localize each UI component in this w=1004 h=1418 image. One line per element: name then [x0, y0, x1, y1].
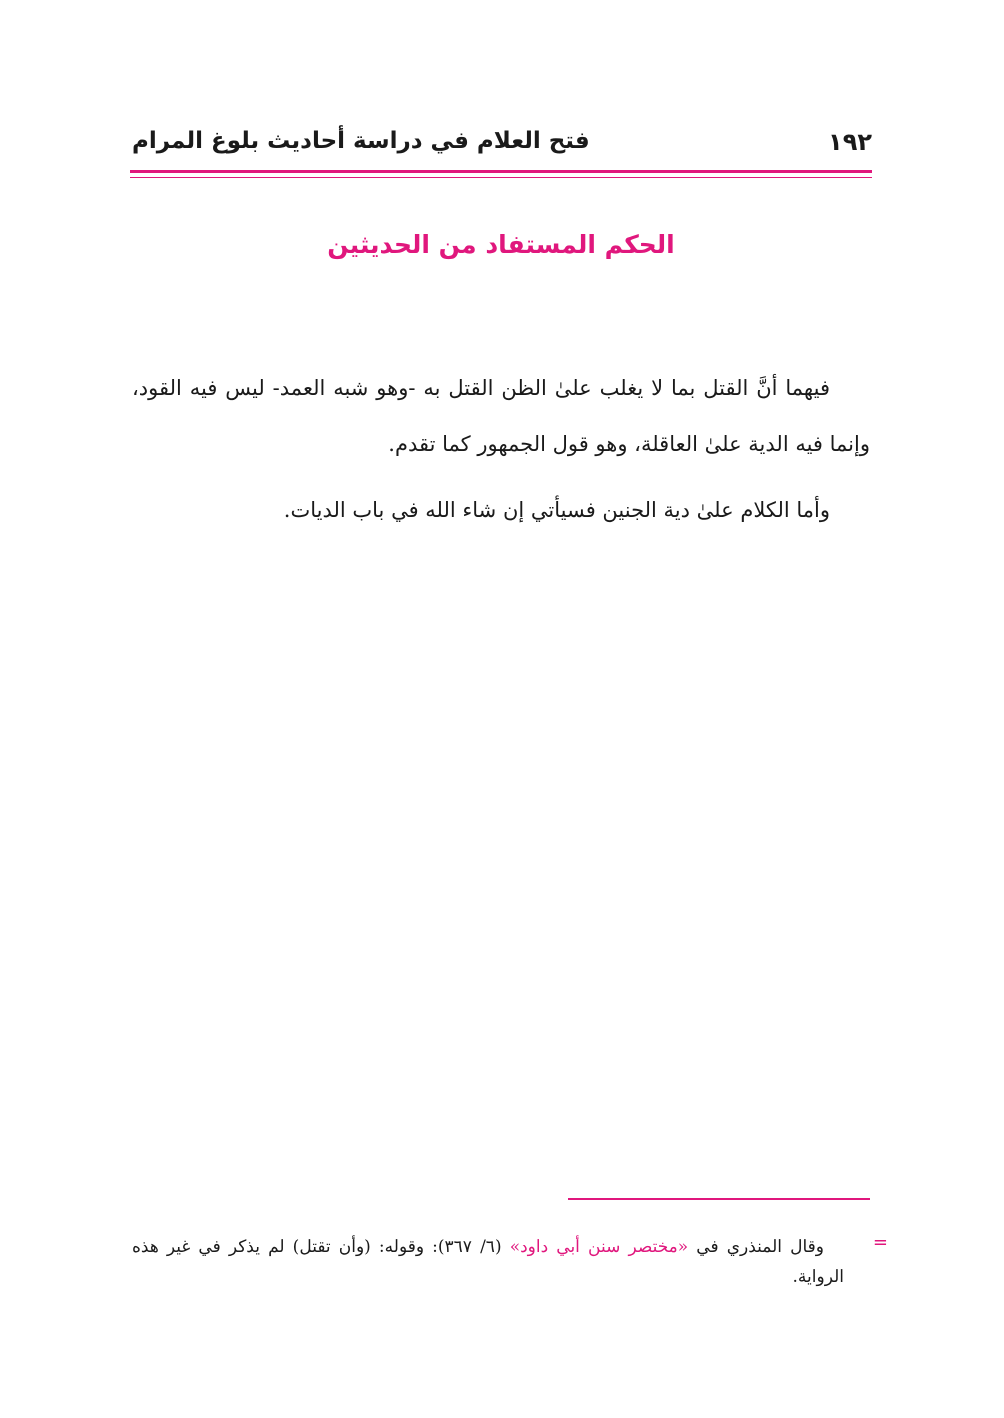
footnote-text-end: (٦/ ٣٦٧): وقوله: (وأن تقتل) لم يذكر في غير هذه الرواية. — [132, 1237, 844, 1287]
page-number: ١٩٢ — [828, 128, 872, 156]
footnote-continuation-mark: = — [872, 1232, 888, 1253]
footnote-text-start: وقال المنذري في — [688, 1237, 824, 1257]
book-title: فتح العلام في دراسة أحاديث بلوغ المرام — [132, 128, 590, 154]
body-text — [132, 360, 870, 538]
header-rule-secondary — [130, 177, 872, 178]
running-header — [132, 128, 872, 168]
section-heading: الحكم المستفاد من الحديثين — [327, 230, 675, 259]
footnote — [132, 1232, 844, 1292]
header-rule — [130, 170, 872, 173]
footnote-quoted-title: «مختصر سنن أبي داود» — [509, 1237, 689, 1257]
body-paragraph: وأما الكلام علىٰ دية الجنين فسيأتي إن شاء الله في باب الديات. — [283, 498, 830, 522]
body-paragraph: فيهما أنَّ القتل بما لا يغلب علىٰ الظن القتل به -وهو شبه العمد- ليس فيه القود، وإنما فيه الدية علىٰ العاقلة، وهو قول الجمهور كما تقدم. — [132, 376, 870, 456]
footnote-separator — [568, 1198, 870, 1200]
